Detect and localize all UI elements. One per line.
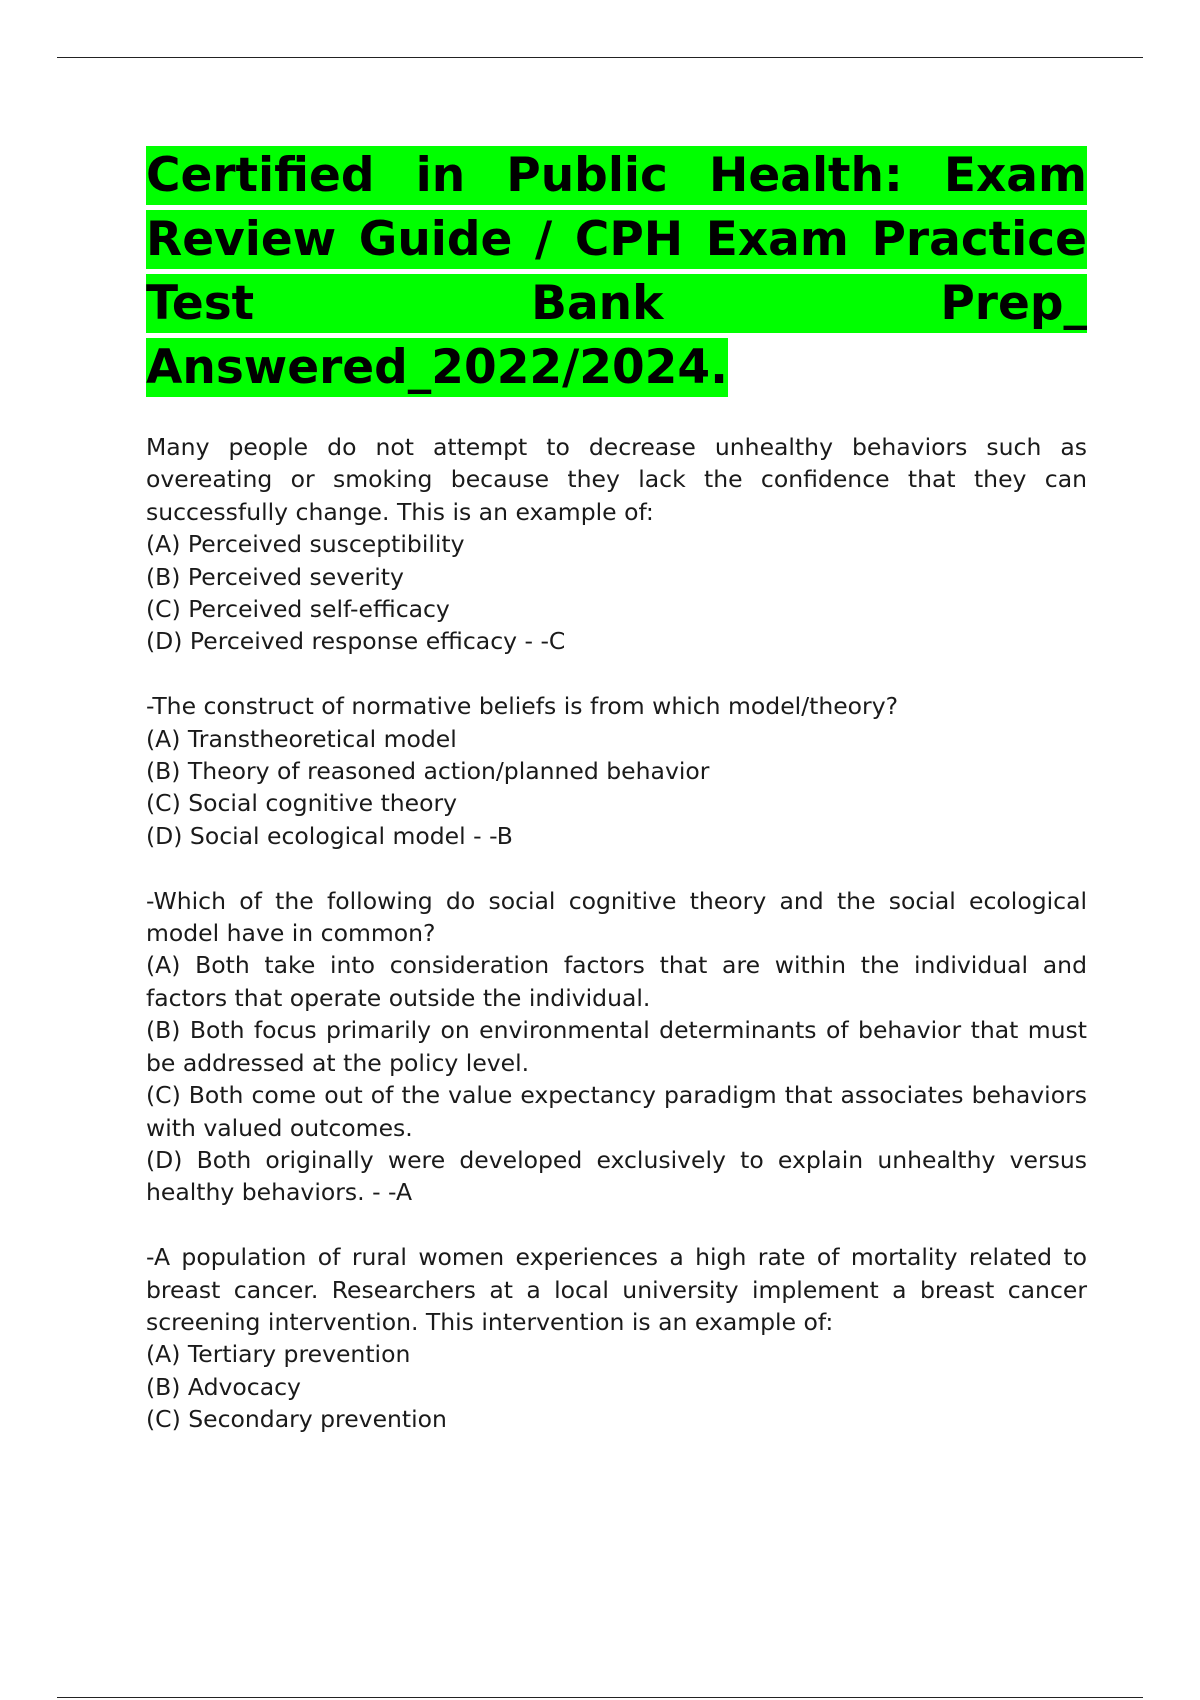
answer-option: (D) Both originally were developed exclusively to explain unhealthy versus healthy behaviors. - -A bbox=[146, 1145, 1087, 1207]
header-rule bbox=[57, 57, 1143, 58]
answer-option: (D) Social ecological model - -B bbox=[146, 821, 513, 850]
question-block-2 bbox=[146, 690, 1087, 852]
title-highlight: Certified in Public Health: Exam Review Guide / CPH Exam Practice Test Bank Prep_ Answered_2022/2024. bbox=[146, 148, 1087, 395]
question-text: Many people do not attempt to decrease unhealthy behaviors such as overeating or smoking because they lack the confidence that they can successfully change. This is an example of: bbox=[146, 433, 1087, 526]
footer-rule bbox=[57, 1697, 1143, 1698]
answer-option: (B) Perceived severity bbox=[146, 562, 404, 591]
answer-option: (C) Social cognitive theory bbox=[146, 789, 458, 818]
answer-option: (A) Transtheoretical model bbox=[146, 724, 457, 753]
document-body bbox=[146, 144, 1087, 1468]
question-text: -Which of the following do social cognitive theory and the social ecological model have in common? bbox=[146, 886, 1087, 948]
answer-option: (A) Both take into consideration factors that are within the individual and factors that operate outside the individual. bbox=[146, 951, 1087, 1012]
answer-option: (B) Both focus primarily on environmental determinants of behavior that must be addressed at the policy level. bbox=[146, 1016, 1087, 1077]
answer-option: (D) Perceived response efficacy - -C bbox=[146, 627, 566, 656]
question-block-4 bbox=[146, 1241, 1087, 1435]
answer-option: (C) Both come out of the value expectancy paradigm that associates behaviors with valued outcomes. bbox=[146, 1081, 1087, 1142]
answer-option: (A) Tertiary prevention bbox=[146, 1340, 411, 1369]
document-title bbox=[146, 144, 1087, 400]
answer-option: (B) Advocacy bbox=[146, 1372, 301, 1401]
answer-option: (B) Theory of reasoned action/planned behavior bbox=[146, 757, 710, 786]
question-block-3 bbox=[146, 885, 1087, 1209]
question-list bbox=[146, 431, 1087, 1436]
answer-option: (A) Perceived susceptibility bbox=[146, 530, 465, 559]
answer-option: (C) Secondary prevention bbox=[146, 1405, 447, 1434]
question-block-1 bbox=[146, 431, 1087, 658]
answer-option: (C) Perceived self-efficacy bbox=[146, 595, 450, 624]
question-text: -The construct of normative beliefs is from which model/theory? bbox=[146, 692, 899, 721]
question-text: -A population of rural women experiences a high rate of mortality related to breast cancer. Researchers at a local university implement a breast cancer screening intervention. This intervention is an example of: bbox=[146, 1243, 1087, 1336]
